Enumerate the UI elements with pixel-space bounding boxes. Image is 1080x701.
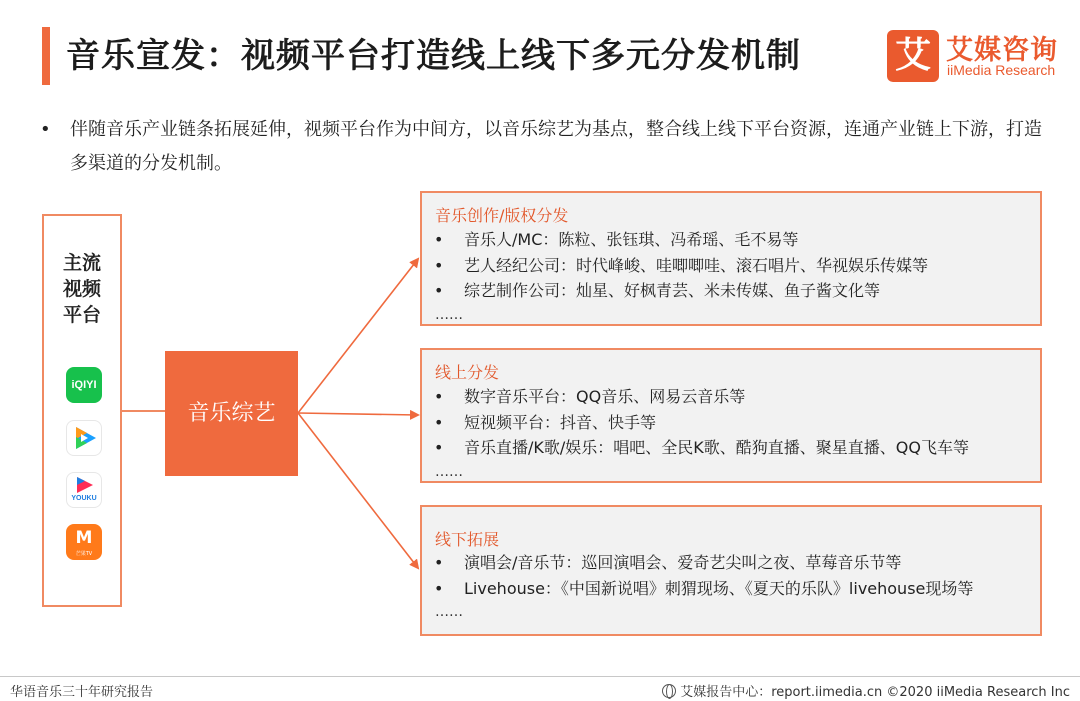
card-offline-expansion <box>420 505 1042 636</box>
bullet-icon: • <box>434 438 444 457</box>
bullet-icon: • <box>434 553 444 572</box>
youku-wordmark: YOUKU <box>71 495 97 502</box>
mango-mark: M <box>75 528 93 548</box>
list-item-text: 短视频平台：抖音、快手等 <box>464 412 657 432</box>
list-item <box>434 550 1032 576</box>
list-item-text: 演唱会/音乐节：巡回演唱会、爱奇艺尖叫之夜、草莓音乐节等 <box>464 553 902 572</box>
bullet-icon: • <box>40 119 51 140</box>
list-item <box>434 384 1032 410</box>
card-title: 音乐创作/版权分发 <box>435 206 569 225</box>
footer-source-text: 艾媒报告中心：report.iimedia.cn ©2020 iiMedia Research Inc <box>680 685 1070 700</box>
list-item-text: 音乐人/MC：陈粒、张钰琪、冯希瑶、毛不易等 <box>464 230 799 249</box>
mango-wordmark: 芒果TV <box>75 551 93 557</box>
list-item <box>434 253 1032 279</box>
bullet-icon: • <box>434 387 444 406</box>
intro-paragraph <box>40 113 1050 181</box>
arrow-to-card-2 <box>298 413 418 415</box>
list-item-text: 数字音乐平台：QQ音乐、网易云音乐等 <box>464 387 746 406</box>
card-title: 线下拓展 <box>435 530 500 549</box>
bullet-icon: • <box>434 230 444 249</box>
ellipsis: …… <box>435 463 463 480</box>
list-item <box>434 435 1032 461</box>
arrow-to-card-3 <box>298 413 418 568</box>
mango-tv-icon <box>66 524 102 560</box>
ellipsis: …… <box>435 604 463 620</box>
iimedia-logo <box>887 30 1067 82</box>
card-online-distribution <box>420 348 1042 483</box>
card-item-list <box>434 550 1032 623</box>
list-item <box>434 278 1032 304</box>
title-line: 平台 <box>62 304 101 326</box>
title-line: 视频 <box>62 278 101 300</box>
intro-text: 伴随音乐产业链条拓展延伸，视频平台作为中间方，以音乐综艺为基点，整合线上线下平台资源，连通产业链上下游，打造多渠道的分发机制。 <box>70 119 1042 174</box>
logo-mark: 艾 <box>887 30 939 82</box>
card-title: 线上分发 <box>435 363 500 382</box>
music-variety-node: 音乐综艺 <box>165 351 298 476</box>
list-item-text: 综艺制作公司：灿星、好枫青芸、米未传媒、鱼子酱文化等 <box>464 281 881 300</box>
page-title: 音乐宣发：视频平台打造线上线下多元分发机制 <box>66 36 801 76</box>
title-line: 主流 <box>62 252 101 274</box>
logo-chinese-name: 艾媒咨询 <box>946 35 1058 66</box>
logo-english-name: iiMedia Research <box>947 62 1056 78</box>
bullet-icon: • <box>434 255 444 275</box>
list-item-text: 艺人经纪公司：时代峰峻、哇唧唧哇、滚石唱片、华视娱乐传媒等 <box>464 255 929 275</box>
bullet-icon: • <box>434 412 444 432</box>
ellipsis: …… <box>435 306 463 323</box>
footer-divider <box>0 676 1080 677</box>
card-item-list <box>434 227 1032 326</box>
list-item <box>434 410 1032 436</box>
card-creation-copyright <box>420 191 1042 326</box>
tencent-video-icon <box>66 420 102 456</box>
list-item <box>434 576 1032 602</box>
card-item-list <box>434 384 1032 483</box>
bullet-icon: • <box>434 281 444 300</box>
video-platforms-panel <box>42 214 122 607</box>
list-item <box>434 227 1032 253</box>
arrow-to-card-1 <box>298 259 418 413</box>
title-accent-bar <box>42 27 50 85</box>
iqiyi-icon: iQIYI <box>66 367 102 403</box>
list-item-text: 音乐直播/K歌/娱乐：唱吧、全民K歌、酷狗直播、聚星直播、QQ飞车等 <box>464 438 969 457</box>
list-item-text: Livehouse：《中国新说唱》刺猬现场、《夏天的乐队》livehouse现场等 <box>464 578 974 598</box>
footer-report-name: 华语音乐三十年研究报告 <box>10 685 154 700</box>
video-platforms-title <box>44 250 120 328</box>
globe-icon <box>662 684 676 698</box>
footer-source <box>662 681 1070 700</box>
bullet-icon: • <box>434 578 444 598</box>
youku-icon <box>66 472 102 508</box>
